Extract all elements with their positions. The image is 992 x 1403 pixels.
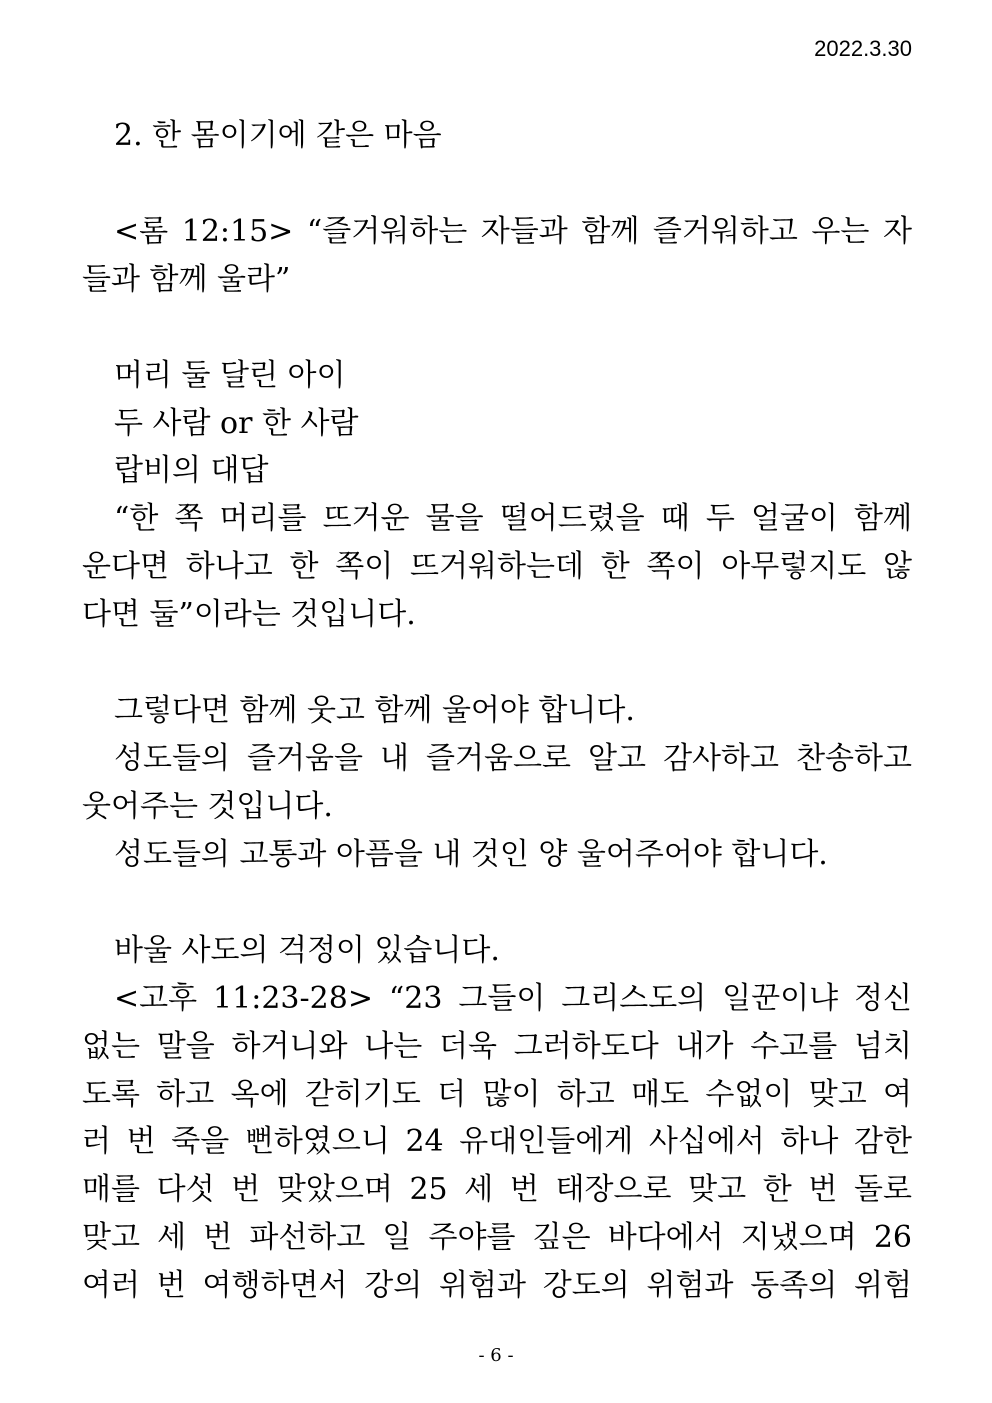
body-line: 들과 함께 울라” (82, 262, 291, 297)
body-line: 그렇다면 함께 웃고 함께 울어야 합니다. (114, 693, 635, 728)
body-line: 다면 둘”이라는 것입니다. (82, 597, 416, 632)
body-line: 운다면 하나고 한 쪽이 뜨거워하는데 한 쪽이 아무렇지도 않 (82, 549, 912, 584)
body-line: 없는 말을 하거니와 나는 더욱 그러하도다 내가 수고를 넘치 (82, 1029, 912, 1064)
body-line: 머리 둘 달린 아이 (114, 358, 346, 393)
body-line: 바울 사도의 걱정이 있습니다. (114, 933, 500, 968)
body-line: 여러 번 여행하면서 강의 위험과 강도의 위험과 동족의 위험 (82, 1268, 912, 1303)
section-heading: 2. 한 몸이기에 같은 마음 (114, 118, 442, 153)
date-header: 2022.3.30 (814, 36, 912, 61)
body-line: 도록 하고 옥에 갇히기도 더 많이 하고 매도 수없이 맞고 여 (82, 1077, 912, 1112)
page-number: - 6 - (478, 1345, 514, 1366)
body-line: 랍비의 대답 (114, 453, 269, 488)
body-line: 매를 다섯 번 맞았으며 25 세 번 태장으로 맞고 한 번 돌로 (82, 1172, 912, 1207)
body-line: “한 쪽 머리를 뜨거운 물을 떨어드렸을 때 두 얼굴이 함께 (114, 501, 912, 536)
body-line: 웃어주는 것입니다. (82, 789, 333, 824)
body-line: 성도들의 고통과 아픔을 내 것인 양 울어주어야 합니다. (114, 837, 828, 872)
body-line: 두 사람 or 한 사람 (114, 406, 359, 441)
body-line: 러 번 죽을 뻔하였으니 24 유대인들에게 사십에서 하나 감한 (82, 1124, 912, 1159)
body-line: <고후 11:23-28> “23 그들이 그리스도의 일꾼이냐 정신 (114, 981, 912, 1016)
body-line: <롬 12:15> “즐거워하는 자들과 함께 즐거워하고 우는 자 (114, 214, 912, 249)
body-line: 맞고 세 번 파선하고 일 주야를 깊은 바다에서 지냈으며 26 (82, 1220, 912, 1255)
body-line: 성도들의 즐거움을 내 즐거움으로 알고 감사하고 찬송하고 (114, 741, 912, 776)
